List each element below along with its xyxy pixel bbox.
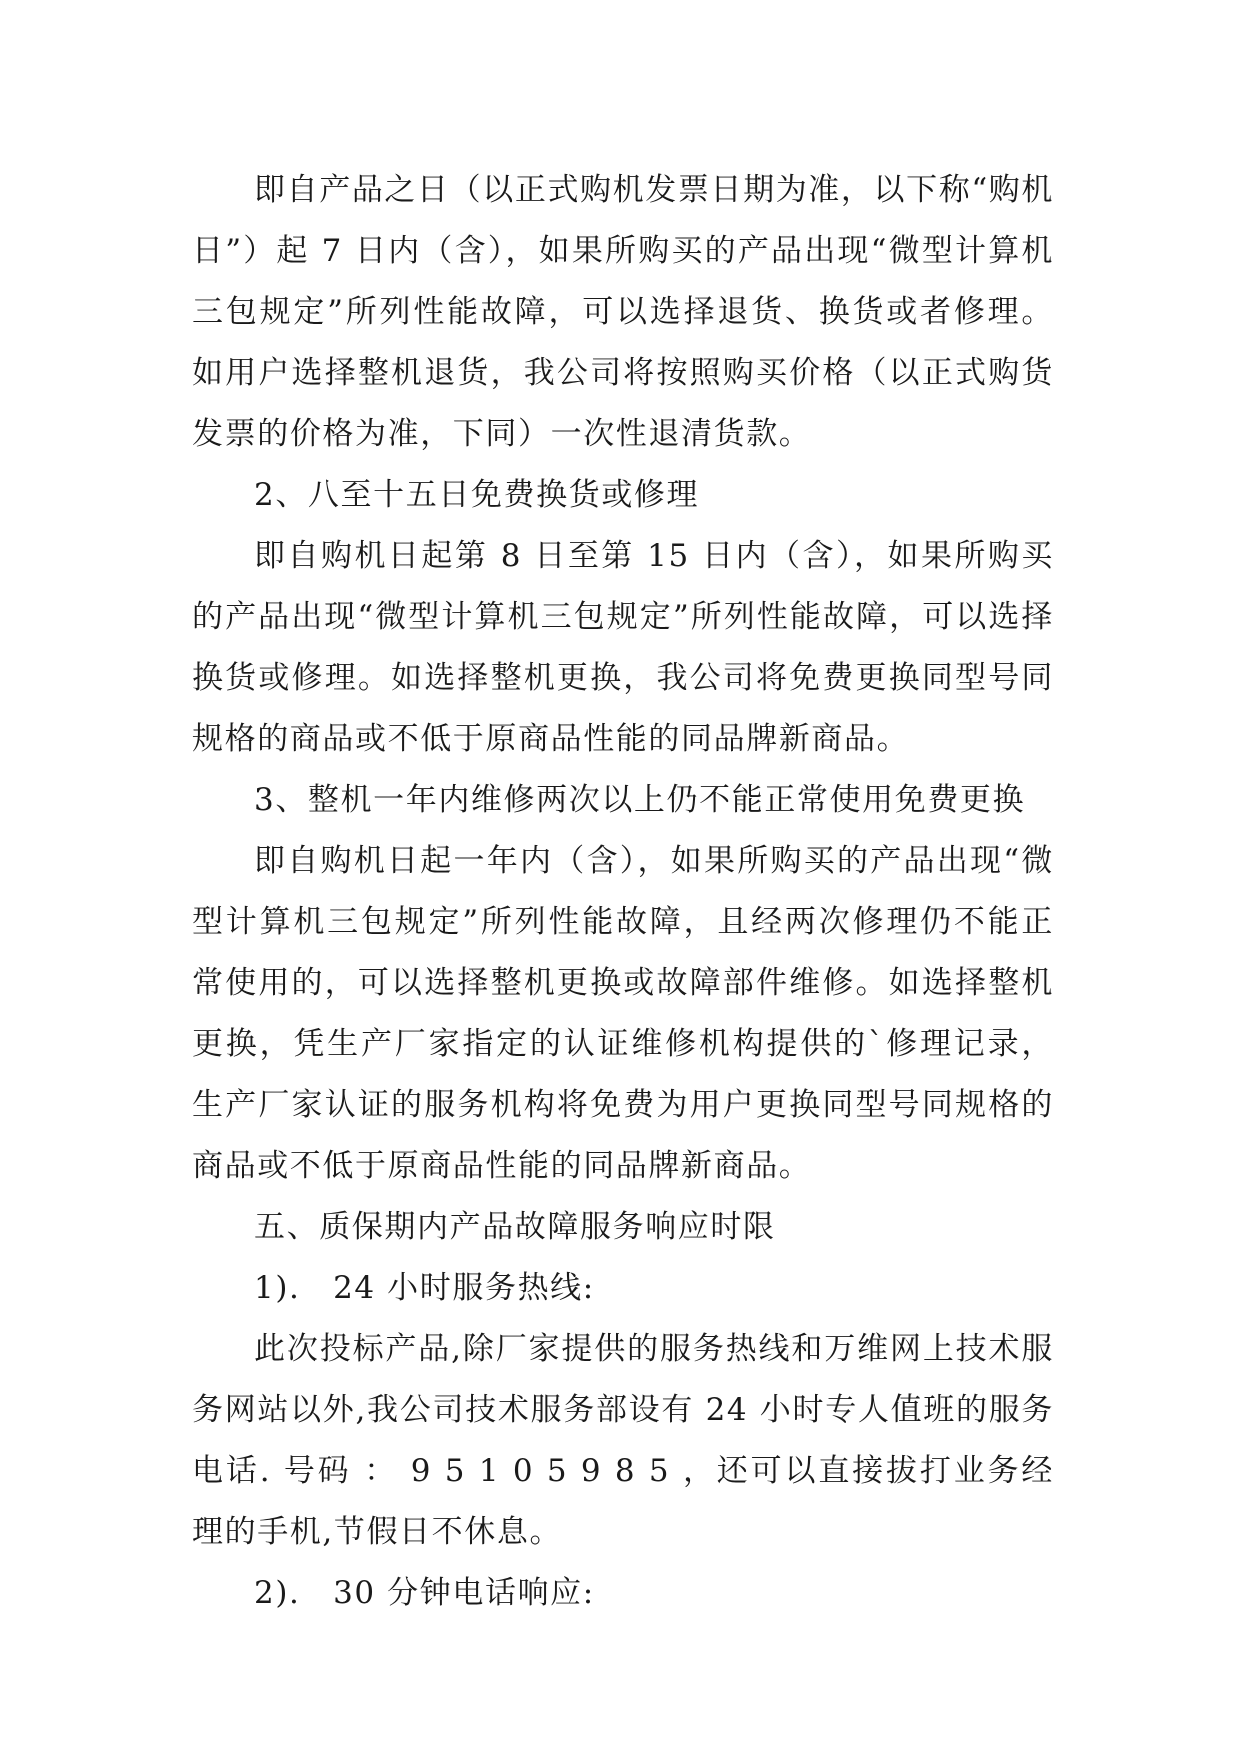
- heading-30-minute-response: 2). 30 分钟电话响应:: [254, 1575, 595, 1611]
- heading-exchange-day-8-to-15: 2、八至十五日免费换货或修理: [254, 477, 700, 513]
- paragraph-exchange-day-8-to-15: 即自购机日起第 8 日至第 15 日内（含），如果所购买的产品出现“微型计算机三包规定”所列性能故障，可以选择换货或修理。如选择整机更换，我公司将免费更换同型号同规格的商品或不低于原商品性能的同品牌新商品。: [192, 538, 1054, 757]
- paragraph-return-within-7-days: 即自产品之日（以正式购机发票日期为准，以下称“购机日”）起 7 日内（含），如果所购买的产品出现“微型计算机三包规定”所列性能故障，可以选择退货、换货或者修理。如用户选择整机退货，我公司将按照购买价格（以正式购货发票的价格为准，下同）一次性退清货款。: [192, 172, 1054, 452]
- document-body: [192, 160, 1054, 1624]
- paragraph-24-hour-hotline: 此次投标产品,除厂家提供的服务热线和万维网上技术服务网站以外,我公司技术服务部设有 24 小时专人值班的服务电话. 号码 ： 9 5 1 0 5 9 8 5 ，还可以直接拔打业务经理的手机,节假日不休息。: [192, 1331, 1054, 1550]
- paragraph-one-year-replacement: 即自购机日起一年内（含），如果所购买的产品出现“微型计算机三包规定”所列性能故障，且经两次修理仍不能正常使用的，可以选择整机更换或故障部件维修。如选择整机更换，凭生产厂家指定的认证维修机构提供的`修理记录，生产厂家认证的服务机构将免费为用户更换同型号同规格的商品或不低于原商品性能的同品牌新商品。: [192, 843, 1054, 1184]
- heading-24-hour-hotline: 1). 24 小时服务热线:: [254, 1270, 595, 1306]
- heading-one-year-replacement: 3、整机一年内维修两次以上仍不能正常使用免费更换: [254, 782, 1026, 818]
- heading-service-response-time: 五、质保期内产品故障服务响应时限: [254, 1209, 776, 1245]
